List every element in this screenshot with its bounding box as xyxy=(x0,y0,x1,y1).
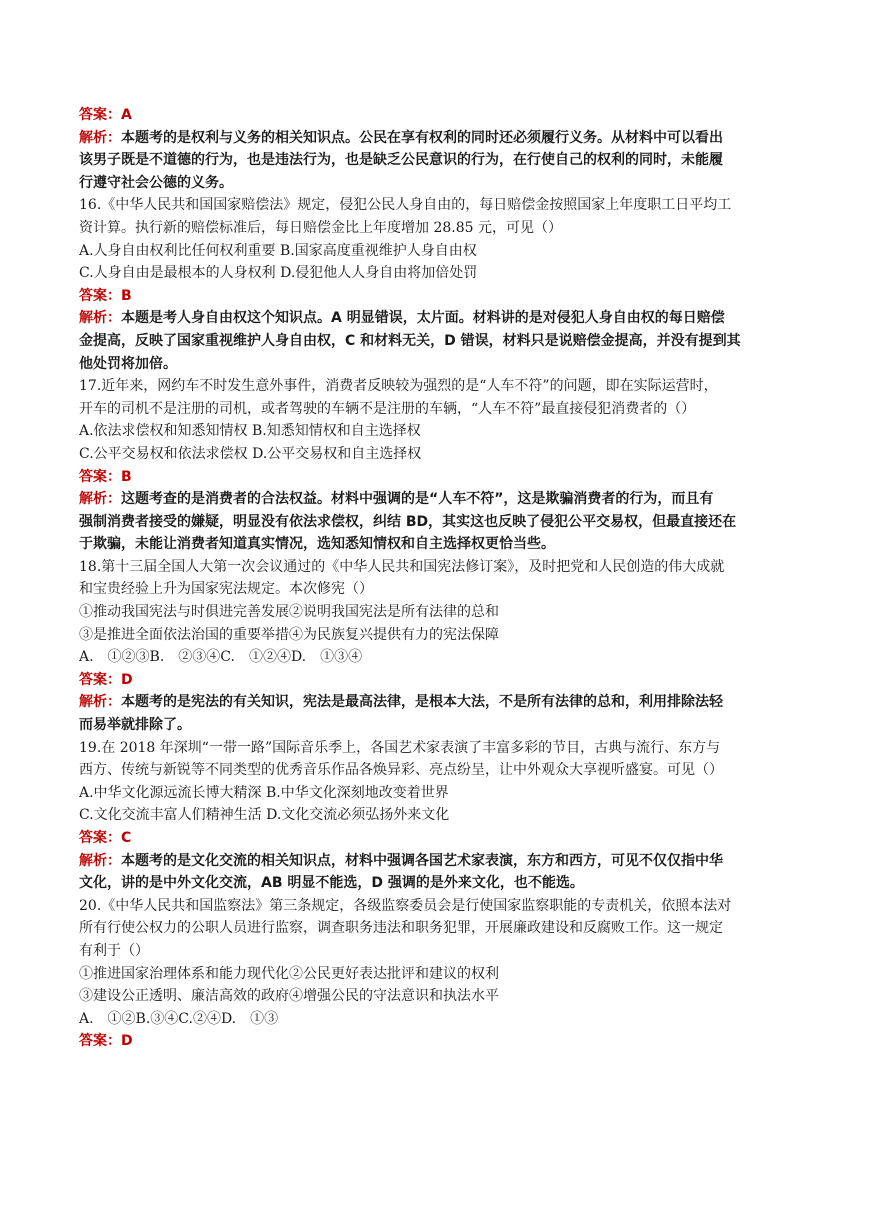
analysis-block xyxy=(79,691,789,736)
question-line: ①推进国家治理体系和能力现代化②公民更好表达批评和建议的权利 xyxy=(79,965,499,982)
analysis-text: 这题考查的是消费者的合法权益。材料中强调的是“人车不符”，这是欺骗消费者的行为，而且有 xyxy=(121,491,714,508)
answer-block xyxy=(79,669,789,692)
question-line: 所有行使公权力的公职人员进行监察，调查职务违法和职务犯罪，开展廉政建设和反腐败工作。这一规定 xyxy=(79,920,723,937)
analysis-text: 本题是考人身自由权这个知识点。A 明显错误，太片面。材料讲的是对侵犯人身自由权的每日赔偿 xyxy=(121,310,725,327)
analysis-line xyxy=(79,850,789,873)
question-line: 西方、传统与新锐等不同类型的优秀音乐作品各焕异彩、亮点纷呈，让中外观众大享视听盛宴。可见（） xyxy=(79,762,723,779)
analysis-line xyxy=(79,127,789,150)
question-line: A.中华文化源远流长博大精深 B.中华文化深刻地改变着世界 xyxy=(79,784,449,801)
question-line: A.依法求偿权和知悉知情权 B.知悉知情权和自主选择权 xyxy=(79,423,421,440)
answer-line xyxy=(79,1030,789,1053)
analysis-text: 本题考的是文化交流的相关知识点，材料中强调各国艺术家表演，东方和西方，可见不仅仅指中华 xyxy=(121,852,723,869)
question-line: 有利于（） xyxy=(79,942,149,959)
analysis-line xyxy=(79,511,789,534)
answer-value: D xyxy=(121,1033,133,1050)
answer-block xyxy=(79,827,789,850)
analysis-line xyxy=(79,714,789,737)
answer-value: B xyxy=(121,287,132,304)
question-line: A.人身自由权利比任何权利重要 B.国家高度重视维护人身自由权 xyxy=(79,242,477,259)
analysis-line xyxy=(79,330,789,353)
question-block xyxy=(79,556,789,669)
analysis-text: 强制消费者接受的嫌疑，明显没有依法求偿权，纠结 BD，其实这也反映了侵犯公平交易权，但最直接还在 xyxy=(79,513,737,530)
answer-line xyxy=(79,285,789,308)
analysis-block xyxy=(79,850,789,895)
analysis-block xyxy=(79,488,789,556)
answer-line xyxy=(79,827,789,850)
answer-block xyxy=(79,285,789,308)
question-line: 开车的司机不是注册的司机，或者驾驶的车辆不是注册的车辆，“人车不符”最直接侵犯消费者的（） xyxy=(79,400,696,417)
answer-value: B xyxy=(121,468,132,485)
question-line: C.公平交易权和依法求偿权 D.公平交易权和自主选择权 xyxy=(79,445,422,462)
analysis-line xyxy=(79,488,789,511)
analysis-line xyxy=(79,172,789,195)
question-line: 资计算。执行新的赔偿标准后，每日赔偿金比上年度增加 28.85 元，可见（） xyxy=(79,219,562,236)
analysis-line xyxy=(79,691,789,714)
question-line: 和宝贵经验上升为国家宪法规定。本次修宪（） xyxy=(79,581,373,598)
question-block xyxy=(79,737,789,827)
answer-block xyxy=(79,104,789,127)
question-line: C.人身自由是最根本的人身权利 D.侵犯他人人身自由将加倍处罚 xyxy=(79,265,478,282)
analysis-label: 解析： xyxy=(79,310,121,327)
analysis-line xyxy=(79,149,789,172)
analysis-label: 解析： xyxy=(79,694,121,711)
question-stem: 18.第十三届全国人大第一次会议通过的《中华人民共和国宪法修订案》，及时把党和人民创造的伟大成就 xyxy=(79,558,725,575)
question-block xyxy=(79,895,789,1031)
answer-value: D xyxy=(121,671,133,688)
question-line: ①推动我国宪法与时俱进完善发展②说明我国宪法是所有法律的总和 xyxy=(79,604,499,621)
question-stem: 19.在 2018 年深圳“一带一路”国际音乐季上，各国艺术家表演了丰富多彩的节目，古典与流行、东方与 xyxy=(79,739,721,756)
analysis-block xyxy=(79,127,789,195)
answer-label: 答案： xyxy=(79,1033,121,1050)
analysis-text: 本题考的是宪法的有关知识，宪法是最高法律，是根本大法，不是所有法律的总和，利用排除法轻 xyxy=(121,694,723,711)
analysis-text: 行遵守社会公德的义务。 xyxy=(79,174,233,191)
analysis-text: 该男子既是不道德的行为，也是违法行为，也是缺乏公民意识的行为，在行使自己的权利的同时，未能履 xyxy=(79,152,723,169)
analysis-text: 而易举就排除了。 xyxy=(79,717,191,734)
analysis-text: 文化，讲的是中外文化交流，AB 明显不能选，D 强调的是外来文化，也不能选。 xyxy=(79,875,584,892)
question-line: A. ①②B.③④C.②④D. ①③ xyxy=(79,1010,279,1027)
analysis-line xyxy=(79,307,789,330)
question-stem: 17.近年来，网约车不时发生意外事件，消费者反映较为强烈的是“人车不符”的问题，即在实际运营时， xyxy=(79,378,718,395)
answer-block xyxy=(79,466,789,489)
question-line: A. ①②③B. ②③④C. ①②④D. ①③④ xyxy=(79,649,363,666)
analysis-text: 本题考的是权利与义务的相关知识点。公民在享有权利的同时还必须履行义务。从材料中可以看出 xyxy=(121,129,723,146)
answer-value: A xyxy=(121,107,132,123)
analysis-label: 解析： xyxy=(79,129,121,146)
analysis-text: 金提高，反映了国家重视维护人身自由权，C 和材料无关，D 错误，材料只是说赔偿金提高，并没有提到其 xyxy=(79,332,741,349)
answer-label: 答案： xyxy=(79,671,121,688)
answer-label: 答案： xyxy=(79,468,121,485)
answer-line xyxy=(79,669,789,692)
answer-block xyxy=(79,1030,789,1053)
question-block xyxy=(79,194,789,284)
analysis-line xyxy=(79,353,789,376)
question-stem: 16.《中华人民共和国国家赔偿法》规定，侵犯公民人身自由的，每日赔偿金按照国家上年度职工日平均工 xyxy=(79,197,732,214)
answer-label: 答案： xyxy=(79,107,121,123)
analysis-line xyxy=(79,872,789,895)
document-page xyxy=(79,104,789,1053)
question-stem: 20.《中华人民共和国监察法》第三条规定，各级监察委员会是行使国家监察职能的专责机关，依照本法对 xyxy=(79,897,732,914)
answer-line xyxy=(79,104,789,127)
answer-line xyxy=(79,466,789,489)
answer-value: C xyxy=(121,830,132,846)
question-line: C.文化交流丰富人们精神生活 D.文化交流必须弘扬外来文化 xyxy=(79,807,450,824)
answer-label: 答案： xyxy=(79,287,121,304)
question-block xyxy=(79,375,789,465)
analysis-text: 于欺骗，未能让消费者知道真实情况，选知悉知情权和自主选择权更恰当些。 xyxy=(79,536,555,553)
analysis-label: 解析： xyxy=(79,852,121,869)
analysis-block xyxy=(79,307,789,375)
analysis-line xyxy=(79,533,789,556)
answer-label: 答案： xyxy=(79,830,121,846)
question-line: ③建设公正透明、廉洁高效的政府④增强公民的守法意识和执法水平 xyxy=(79,988,499,1005)
question-line: ③是推进全面依法治国的重要举措④为民族复兴提供有力的宪法保障 xyxy=(79,626,499,643)
analysis-label: 解析： xyxy=(79,491,121,508)
analysis-text: 他处罚将加倍。 xyxy=(79,355,177,372)
